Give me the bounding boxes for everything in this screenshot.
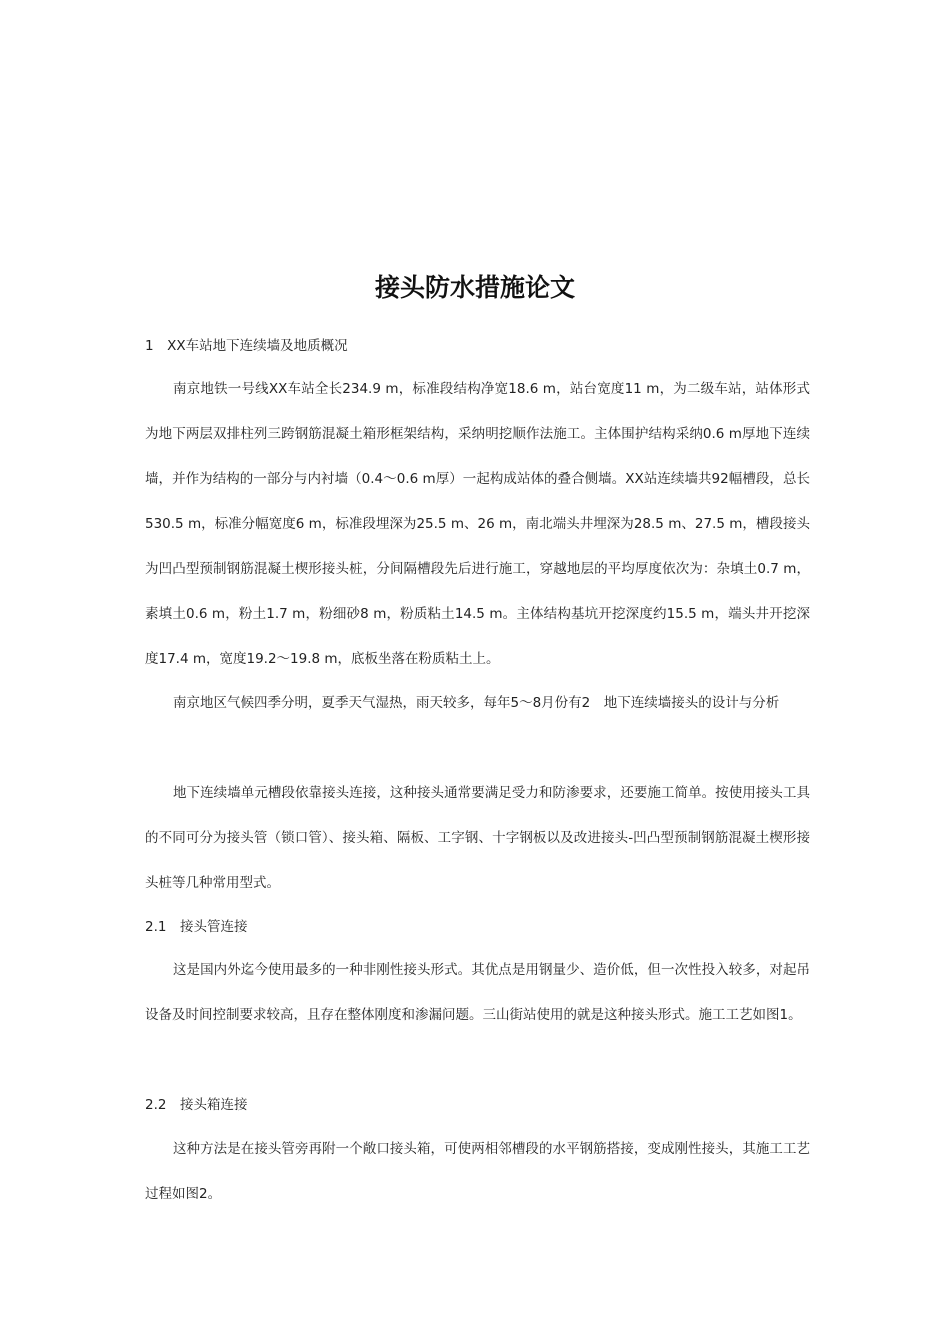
paragraph-joint-types: 地下连续墙单元槽段依靠接头连接，这种接头通常要满足受力和防渗要求，还要施工简单。按使用接头工具的不同可分为接头管（锁口管）、接头箱、隔板、工字钢、十字钢板以及改进接头-凹凸型预制钢筋混凝土楔形接头桩等几种常用型式。 — [145, 785, 810, 891]
paragraph-climate: 南京地区气候四季分明，夏季天气湿热，雨天较多，每年5～8月份有2 地下连续墙接头的设计与分析 — [173, 695, 780, 711]
document-title: 接头防水措施论文 — [374, 273, 575, 302]
section-1-heading: 1 XX车站地下连续墙及地质概况 — [145, 338, 348, 354]
section-2-1-heading: 2.1 接头管连接 — [145, 919, 248, 935]
paragraph-station-overview: 南京地铁一号线XX车站全长234.9 m，标准段结构净宽18.6 m，站台宽度11 m，为二级车站，站体形式为地下两层双排柱列三跨钢筋混凝土箱形框架结构，采纳明挖顺作法施工。主体围护结构采纳0.6 m厚地下连续墙，并作为结构的一部分与内衬墙（0.4～0.6 m厚）一起构成站体的叠合侧墙。XX站连续墙共92幅槽段，总长530.5 m，标准分幅宽度6 m，标准段埋深为25.5 m、26 m，南北端头井埋深为28.5 m、27.5 m，槽段接头为凹凸型预制钢筋混凝土楔形接头桩，分间隔槽段先后进行施工，穿越地层的平均厚度依次为：杂填土0.7 m，素填土0.6 m，粉土1.7 m，粉细砂8 m，粉质粘土14.5 m。主体结构基坑开挖深度约15.5 m，端头井开挖深度17.4 m，宽度19.2～19.8 m，底板坐落在粉质粘土上。 — [145, 381, 810, 667]
paragraph-joint-pipe: 这是国内外迄今使用最多的一种非刚性接头形式。其优点是用钢量少、造价低，但一次性投入较多，对起吊设备及时间控制要求较高，且存在整体刚度和渗漏问题。三山街站使用的就是这种接头形式。施工工艺如图1。 — [145, 962, 810, 1023]
section-2-2-heading: 2.2 接头箱连接 — [145, 1097, 248, 1113]
paragraph-joint-box: 这种方法是在接头管旁再附一个敞口接头箱，可使两相邻槽段的水平钢筋搭接，变成刚性接头，其施工工艺过程如图2。 — [145, 1141, 810, 1202]
